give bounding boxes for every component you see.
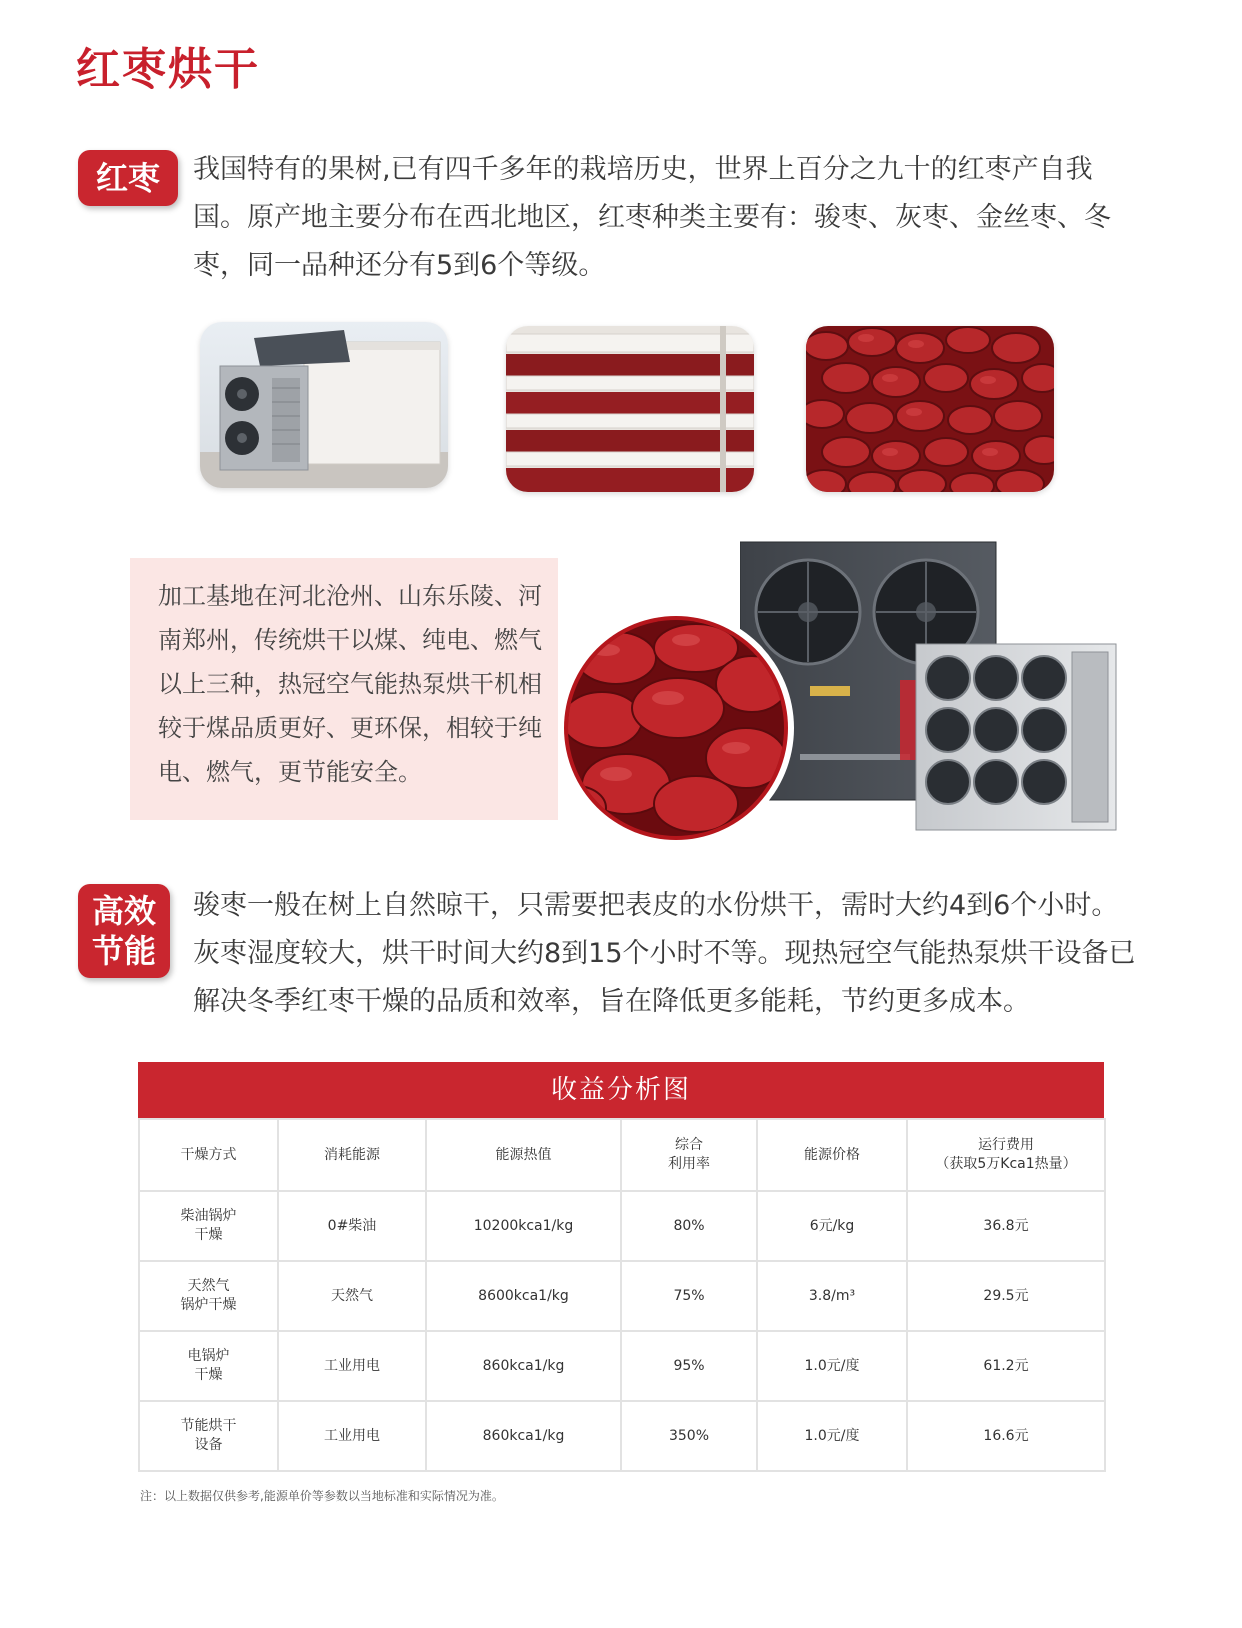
table-cell: 16.6元 [907,1401,1105,1471]
table-cell: 工业用电 [278,1401,426,1471]
red-dates-photo [806,326,1054,492]
page-title: 红枣烘干 [76,44,260,95]
table-row [139,1261,1105,1331]
table-row [139,1401,1105,1471]
table-row [139,1331,1105,1401]
table-cell: 61.2元 [907,1331,1105,1401]
table-cell: 860kca1/kg [426,1401,621,1471]
table-cell: 8600kca1/kg [426,1261,621,1331]
red-dates-closeup-photo [556,608,796,848]
table-cell: 6元/kg [757,1191,907,1261]
table-title: 收益分析图 [138,1062,1104,1118]
base-info-box [130,558,558,820]
section-tag-efficient [78,884,170,978]
drying-racks-photo [506,326,754,492]
table-header-cell: 能源价格 [757,1119,907,1191]
table-cell: 1.0元/度 [757,1331,907,1401]
table-cell: 10200kca1/kg [426,1191,621,1261]
income-analysis-table [138,1062,1104,1472]
table-cell: 天然气 [278,1261,426,1331]
table-header-cell: 运行费用 （获取5万Kca1热量） [907,1119,1105,1191]
table-cell: 80% [621,1191,757,1261]
section-tag-red-date: 红枣 [78,150,178,206]
section-tag-efficient-line1: 高效 [91,892,156,930]
table-cell: 节能烘干 设备 [139,1401,278,1471]
table-row [139,1191,1105,1261]
table-header-cell: 消耗能源 [278,1119,426,1191]
dryer-room-photo [200,322,448,488]
table-cell: 860kca1/kg [426,1331,621,1401]
table-header-cell: 干燥方式 [139,1119,278,1191]
data-table [138,1118,1106,1472]
table-cell: 柴油锅炉 干燥 [139,1191,278,1261]
table-header-cell: 能源热值 [426,1119,621,1191]
table-cell: 0#柴油 [278,1191,426,1261]
efficient-paragraph: 骏枣一般在树上自然晾干，只需要把表皮的水份烘干，需时大约4到6个小时。灰枣湿度较大，烘干时间大约8到15个小时不等。现热冠空气能热泵烘干设备已解决冬季红枣干燥的品质和效率，旨在降低更多能耗，节约更多成本。 [193,890,1136,1017]
table-header-row [139,1119,1105,1191]
table-header-cell: 综合 利用率 [621,1119,757,1191]
table-cell: 3.8/m³ [757,1261,907,1331]
table-cell: 1.0元/度 [757,1401,907,1471]
table-cell: 36.8元 [907,1191,1105,1261]
table-cell: 天然气 锅炉干燥 [139,1261,278,1331]
table-cell: 350% [621,1401,757,1471]
table-cell: 29.5元 [907,1261,1105,1331]
intro-paragraph: 我国特有的果树,已有四千多年的栽培历史，世界上百分之九十的红枣产自我国。原产地主要分布在西北地区，红枣种类主要有：骏枣、灰枣、金丝枣、冬枣，同一品种还分有5到6个等级。 [193,154,1111,281]
footnote: 注：以上数据仅供参考,能源单价等参数以当地标准和实际情况为准。 [140,1489,504,1503]
heat-pump-dryer-photo [740,540,1120,840]
base-info-text: 加工基地在河北沧州、山东乐陵、河南郑州，传统烘干以煤、纯电、燃气以上三种，热冠空气能热泵烘干机相较于煤品质更好、更环保，相较于纯电、燃气，更节能安全。 [158,582,542,786]
table-cell: 电锅炉 干燥 [139,1331,278,1401]
table-cell: 75% [621,1261,757,1331]
table-cell: 工业用电 [278,1331,426,1401]
section-tag-efficient-line2: 节能 [91,932,156,970]
table-cell: 95% [621,1331,757,1401]
